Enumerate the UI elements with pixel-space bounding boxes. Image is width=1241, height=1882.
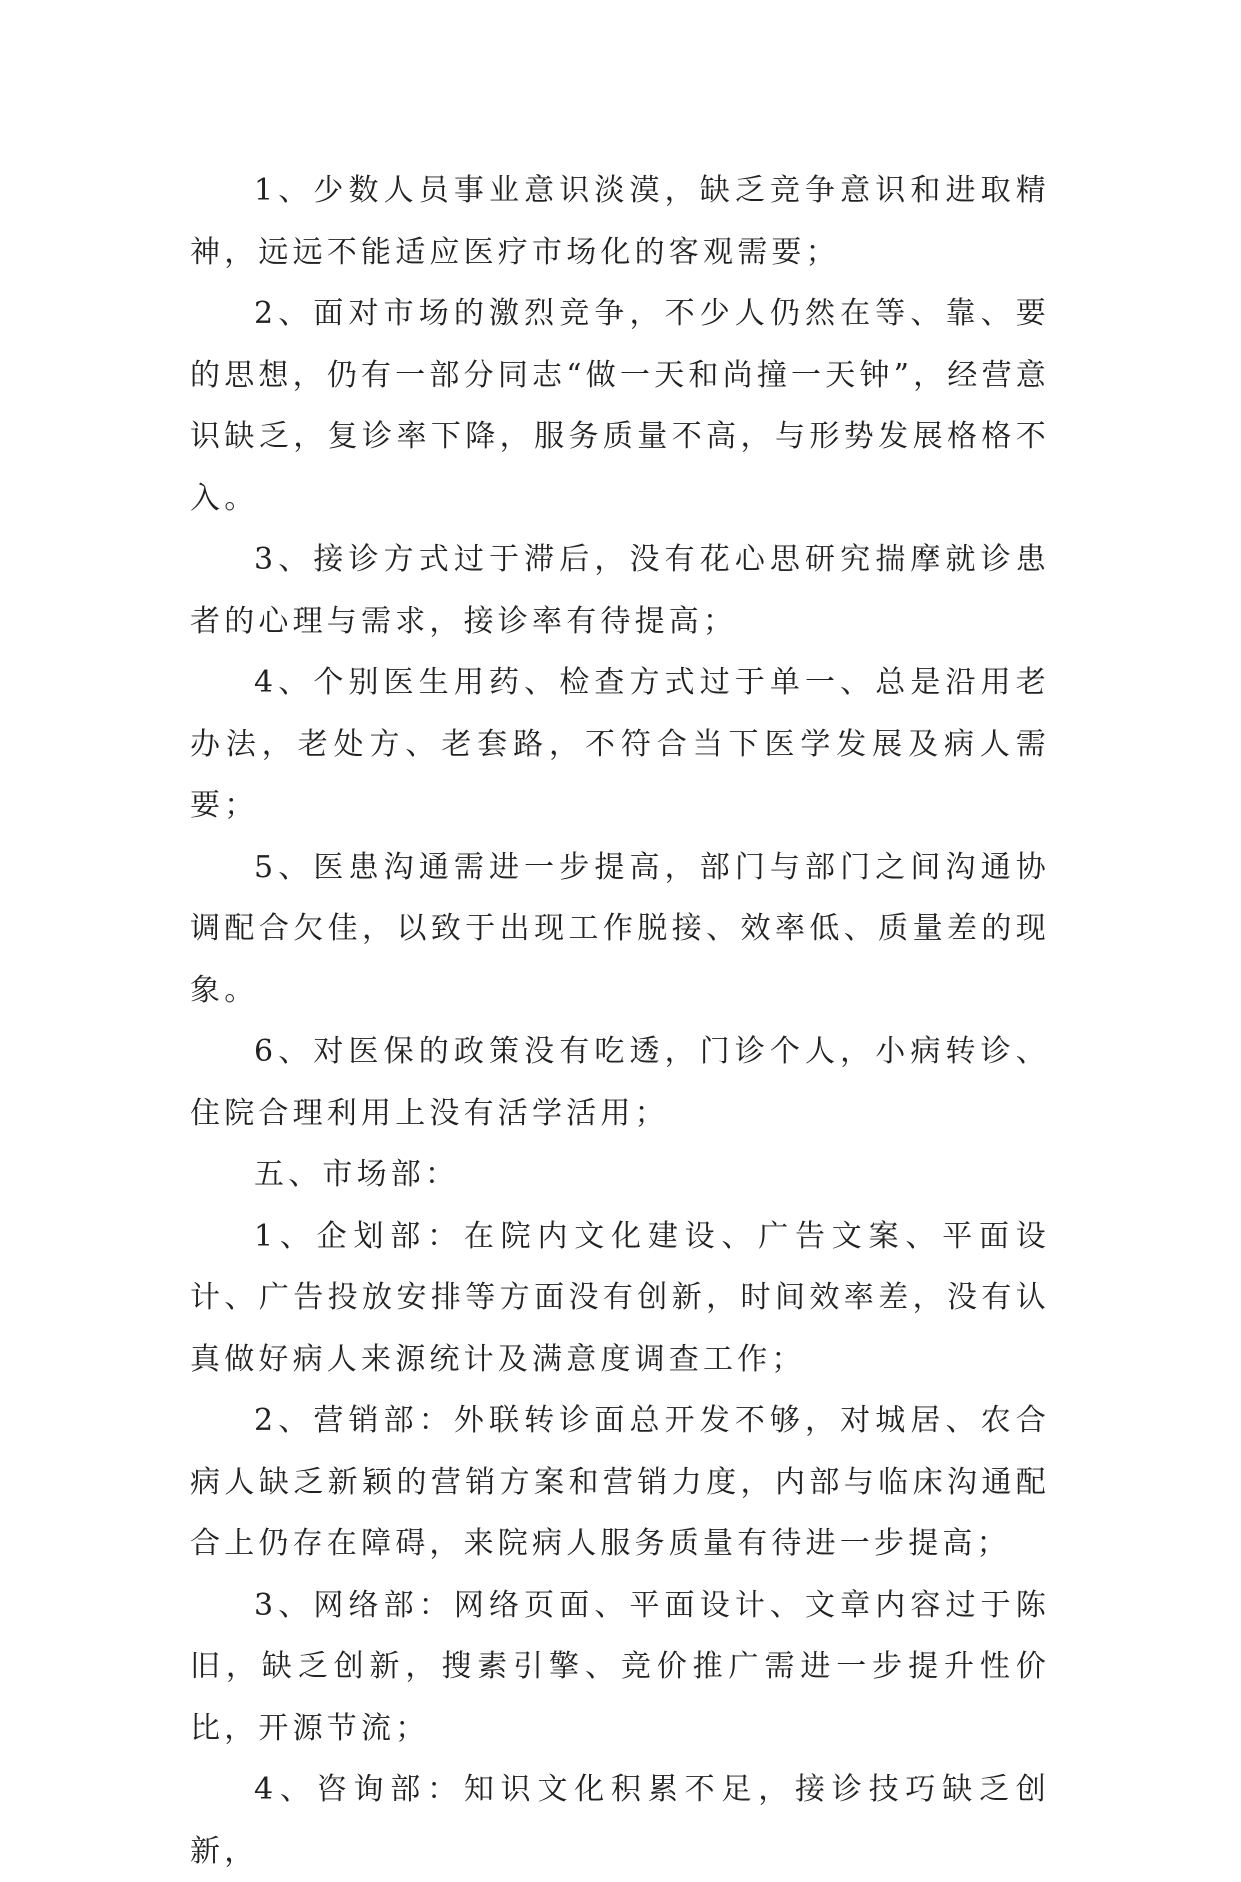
paragraph-1: 1、少数人员事业意识淡漠，缺乏竞争意识和进取精神，远远不能适应医疗市场化的客观需要； — [190, 173, 1050, 270]
paragraph-2: 2、面对市场的激烈竞争，不少人仍然在等、靠、要的思想，仍有一部分同志“做一天和尚撞一天钟”，经营意识缺乏，复诊率下降，服务质量不高，与形势发展格格不入。 — [190, 296, 1050, 516]
paragraph-3: 3、接诊方式过于滞后，没有花心思研究揣摩就诊患者的心理与需求，接诊率有待提高； — [190, 542, 1050, 639]
paragraph-6: 6、对医保的政策没有吃透，门诊个人，小病转诊、住院合理利用上没有活学活用； — [190, 1034, 1050, 1131]
paragraph-marketing: 2、营销部：外联转诊面总开发不够，对城居、农合病人缺乏新颖的营销方案和营销力度，内部与临床沟通配合上仍存在障碍，来院病人服务质量有待进一步提高； — [190, 1403, 1050, 1561]
paragraph-4: 4、个别医生用药、检查方式过于单一、总是沿用老办法，老处方、老套路，不符合当下医学发展及病人需要； — [190, 665, 1050, 823]
section-heading-market: 五、市场部： — [254, 1157, 460, 1192]
paragraph-network: 3、网络部：网络页面、平面设计、文章内容过于陈旧，缺乏创新，搜素引擎、竞价推广需进一步提升性价比，开源节流； — [190, 1587, 1050, 1746]
paragraph-5: 5、医患沟通需进一步提高，部门与部门之间沟通协调配合欠佳，以致于出现工作脱接、效率低、质量差的现象。 — [190, 849, 1050, 1008]
paragraph-planning: 1、企划部：在院内文化建设、广告文案、平面设计、广告投放安排等方面没有创新，时间效率差，没有认真做好病人来源统计及满意度调查工作； — [190, 1218, 1050, 1377]
paragraph-consulting: 4、咨询部：知识文化积累不足，接诊技巧缺乏创新， — [190, 1772, 1050, 1869]
document-body — [190, 160, 1050, 1882]
